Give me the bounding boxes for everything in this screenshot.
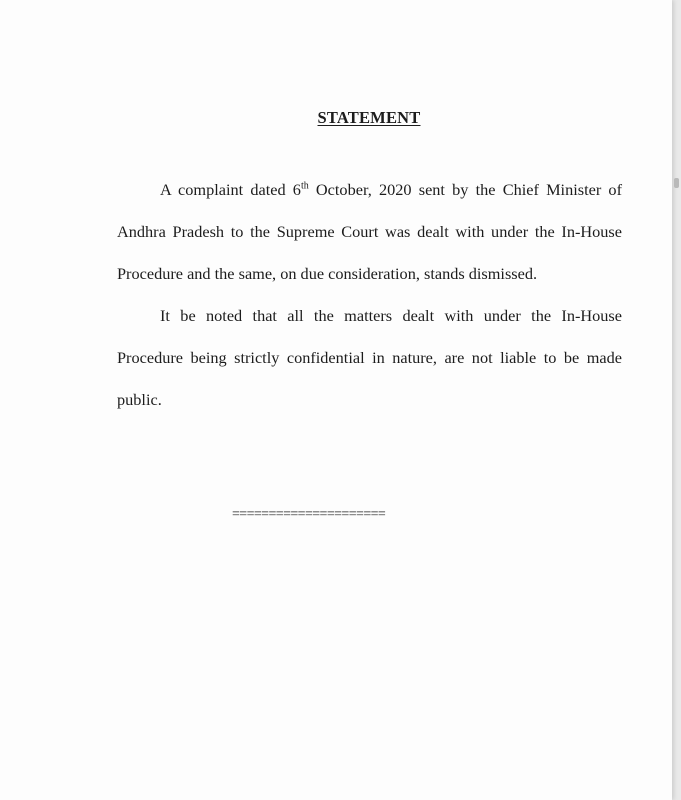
statement-title: STATEMENT [317,108,421,127]
page-edge-mark [674,178,679,188]
paragraph-confidentiality: It be noted that all the matters dealt with under the In-House Procedure being strictly confidential in nature, are not liable to be made public. [117,306,622,409]
paragraph-complaint-start: A complaint dated 6 [160,180,301,199]
statement-body [117,169,622,421]
end-divider: ===================== [232,507,386,522]
paragraph-complaint [117,169,622,295]
ordinal-suffix: th [300,180,309,192]
paragraph-complaint-rest: October, 2020 sent by the Chief Minister of Andhra Pradesh to the Supreme Court was dealt with under the In-House Procedure and the same, on due consideration, stands dismissed. [117,180,622,283]
